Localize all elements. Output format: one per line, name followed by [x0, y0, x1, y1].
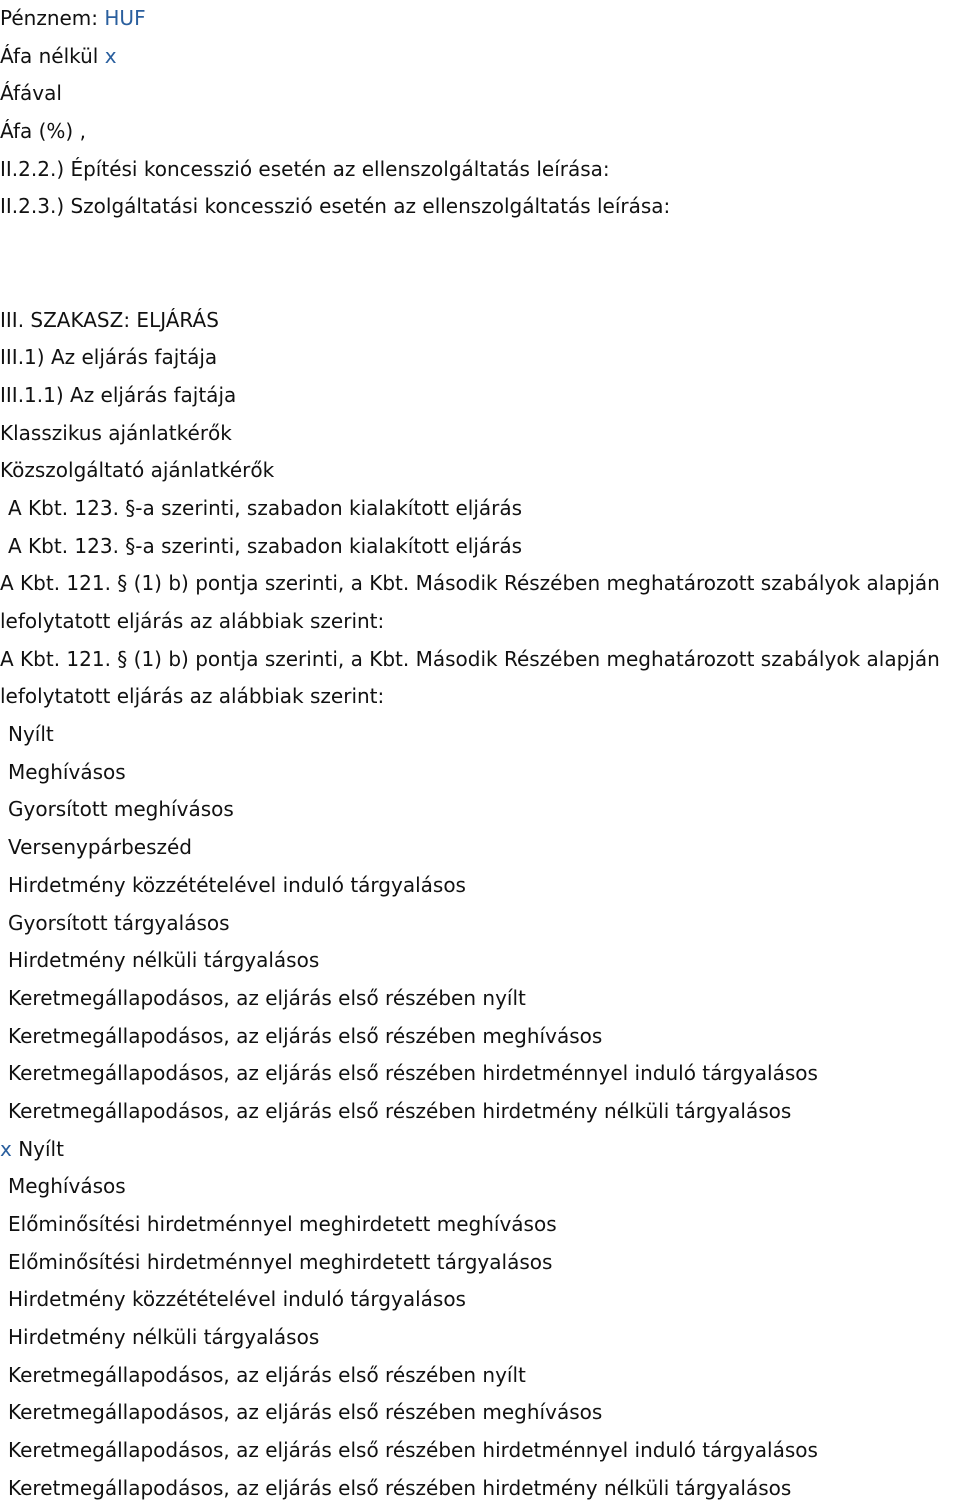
currency-line — [0, 0, 960, 38]
list-item: Nyílt — [8, 722, 54, 747]
kbt-121-a-line2: lefolytatott eljárás az alábbiak szerint: — [0, 609, 385, 634]
section-iii-1-1: III.1.1) Az eljárás fajtája — [0, 382, 237, 407]
list-item: Keretmegállapodásos, az eljárás első részében nyílt — [8, 1362, 526, 1387]
classic-contracting-label: Klasszikus ajánlatkérők — [0, 420, 232, 445]
list-item-label: Nyílt — [18, 1136, 64, 1161]
vat-excluded-label: Áfa nélkül — [0, 43, 99, 68]
vat-excluded-line — [0, 38, 960, 76]
list-item: Meghívásos — [8, 759, 126, 784]
list-item: Meghívásos — [8, 1174, 126, 1199]
list-item: Gyorsított meghívásos — [8, 797, 234, 822]
list-item: Keretmegállapodásos, az eljárás első részében hirdetménnyel induló tárgyalásos — [8, 1061, 818, 1086]
list-item: Keretmegállapodásos, az eljárás első részében nyílt — [8, 985, 526, 1010]
section-iii-1: III.1) Az eljárás fajtája — [0, 345, 218, 370]
kbt-121-b-line1: A Kbt. 121. § (1) b) pontja szerinti, a Kbt. Második Részében meghatározott szabályok alapján — [0, 646, 940, 671]
list-item-selected — [0, 1131, 960, 1169]
list-item: Keretmegállapodásos, az eljárás első részében meghívásos — [8, 1400, 603, 1425]
selected-mark: x — [0, 1136, 12, 1161]
kbt-121-a-line1: A Kbt. 121. § (1) b) pontja szerinti, a Kbt. Második Részében meghatározott szabályok alapján — [0, 571, 940, 596]
section-ii-2-3: II.2.3.) Szolgáltatási koncesszió esetén az ellenszolgáltatás leírása: — [0, 194, 671, 219]
kbt-123-option-b: A Kbt. 123. §-a szerinti, szabadon kialakított eljárás — [8, 533, 523, 558]
list-item: Keretmegállapodásos, az eljárás első részében meghívásos — [8, 1023, 603, 1048]
list-item: Előminősítési hirdetménnyel meghirdetett meghívásos — [8, 1212, 557, 1237]
section-iii-title: III. SZAKASZ: ELJÁRÁS — [0, 307, 219, 332]
list-item: Keretmegállapodásos, az eljárás első részében hirdetménnyel induló tárgyalásos — [8, 1438, 818, 1463]
utility-contracting-label: Közszolgáltató ajánlatkérők — [0, 458, 275, 483]
list-item: Gyorsított tárgyalásos — [8, 910, 230, 935]
section-ii-2-2: II.2.2.) Építési koncesszió esetén az ellenszolgáltatás leírása: — [0, 156, 610, 181]
list-item: Hirdetmény közzétételével induló tárgyalásos — [8, 872, 466, 897]
vat-percent-label: Áfa (%) , — [0, 119, 86, 144]
list-item: Hirdetmény közzétételével induló tárgyalásos — [8, 1287, 466, 1312]
currency-value: HUF — [104, 6, 146, 30]
vat-excluded-mark: x — [104, 43, 117, 68]
kbt-123-option-a: A Kbt. 123. §-a szerinti, szabadon kialakított eljárás — [8, 495, 523, 520]
procedure-list-classic — [0, 716, 960, 1131]
list-item: Hirdetmény nélküli tárgyalásos — [8, 1325, 320, 1350]
list-item: Keretmegállapodásos, az eljárás első részében hirdetmény nélküli tárgyalásos — [8, 1475, 792, 1500]
list-item: Keretmegállapodásos, az eljárás első részében hirdetmény nélküli tárgyalásos — [8, 1098, 792, 1123]
list-item: Versenypárbeszéd — [8, 835, 192, 860]
spacer — [0, 226, 960, 301]
kbt-121-b-line2: lefolytatott eljárás az alábbiak szerint: — [0, 684, 385, 709]
currency-label: Pénznem: — [0, 6, 99, 30]
procedure-list-utility — [0, 1131, 960, 1508]
vat-included-label: Áfával — [0, 81, 62, 106]
list-item: Hirdetmény nélküli tárgyalásos — [8, 948, 320, 973]
list-item: Előminősítési hirdetménnyel meghirdetett tárgyalásos — [8, 1249, 553, 1274]
